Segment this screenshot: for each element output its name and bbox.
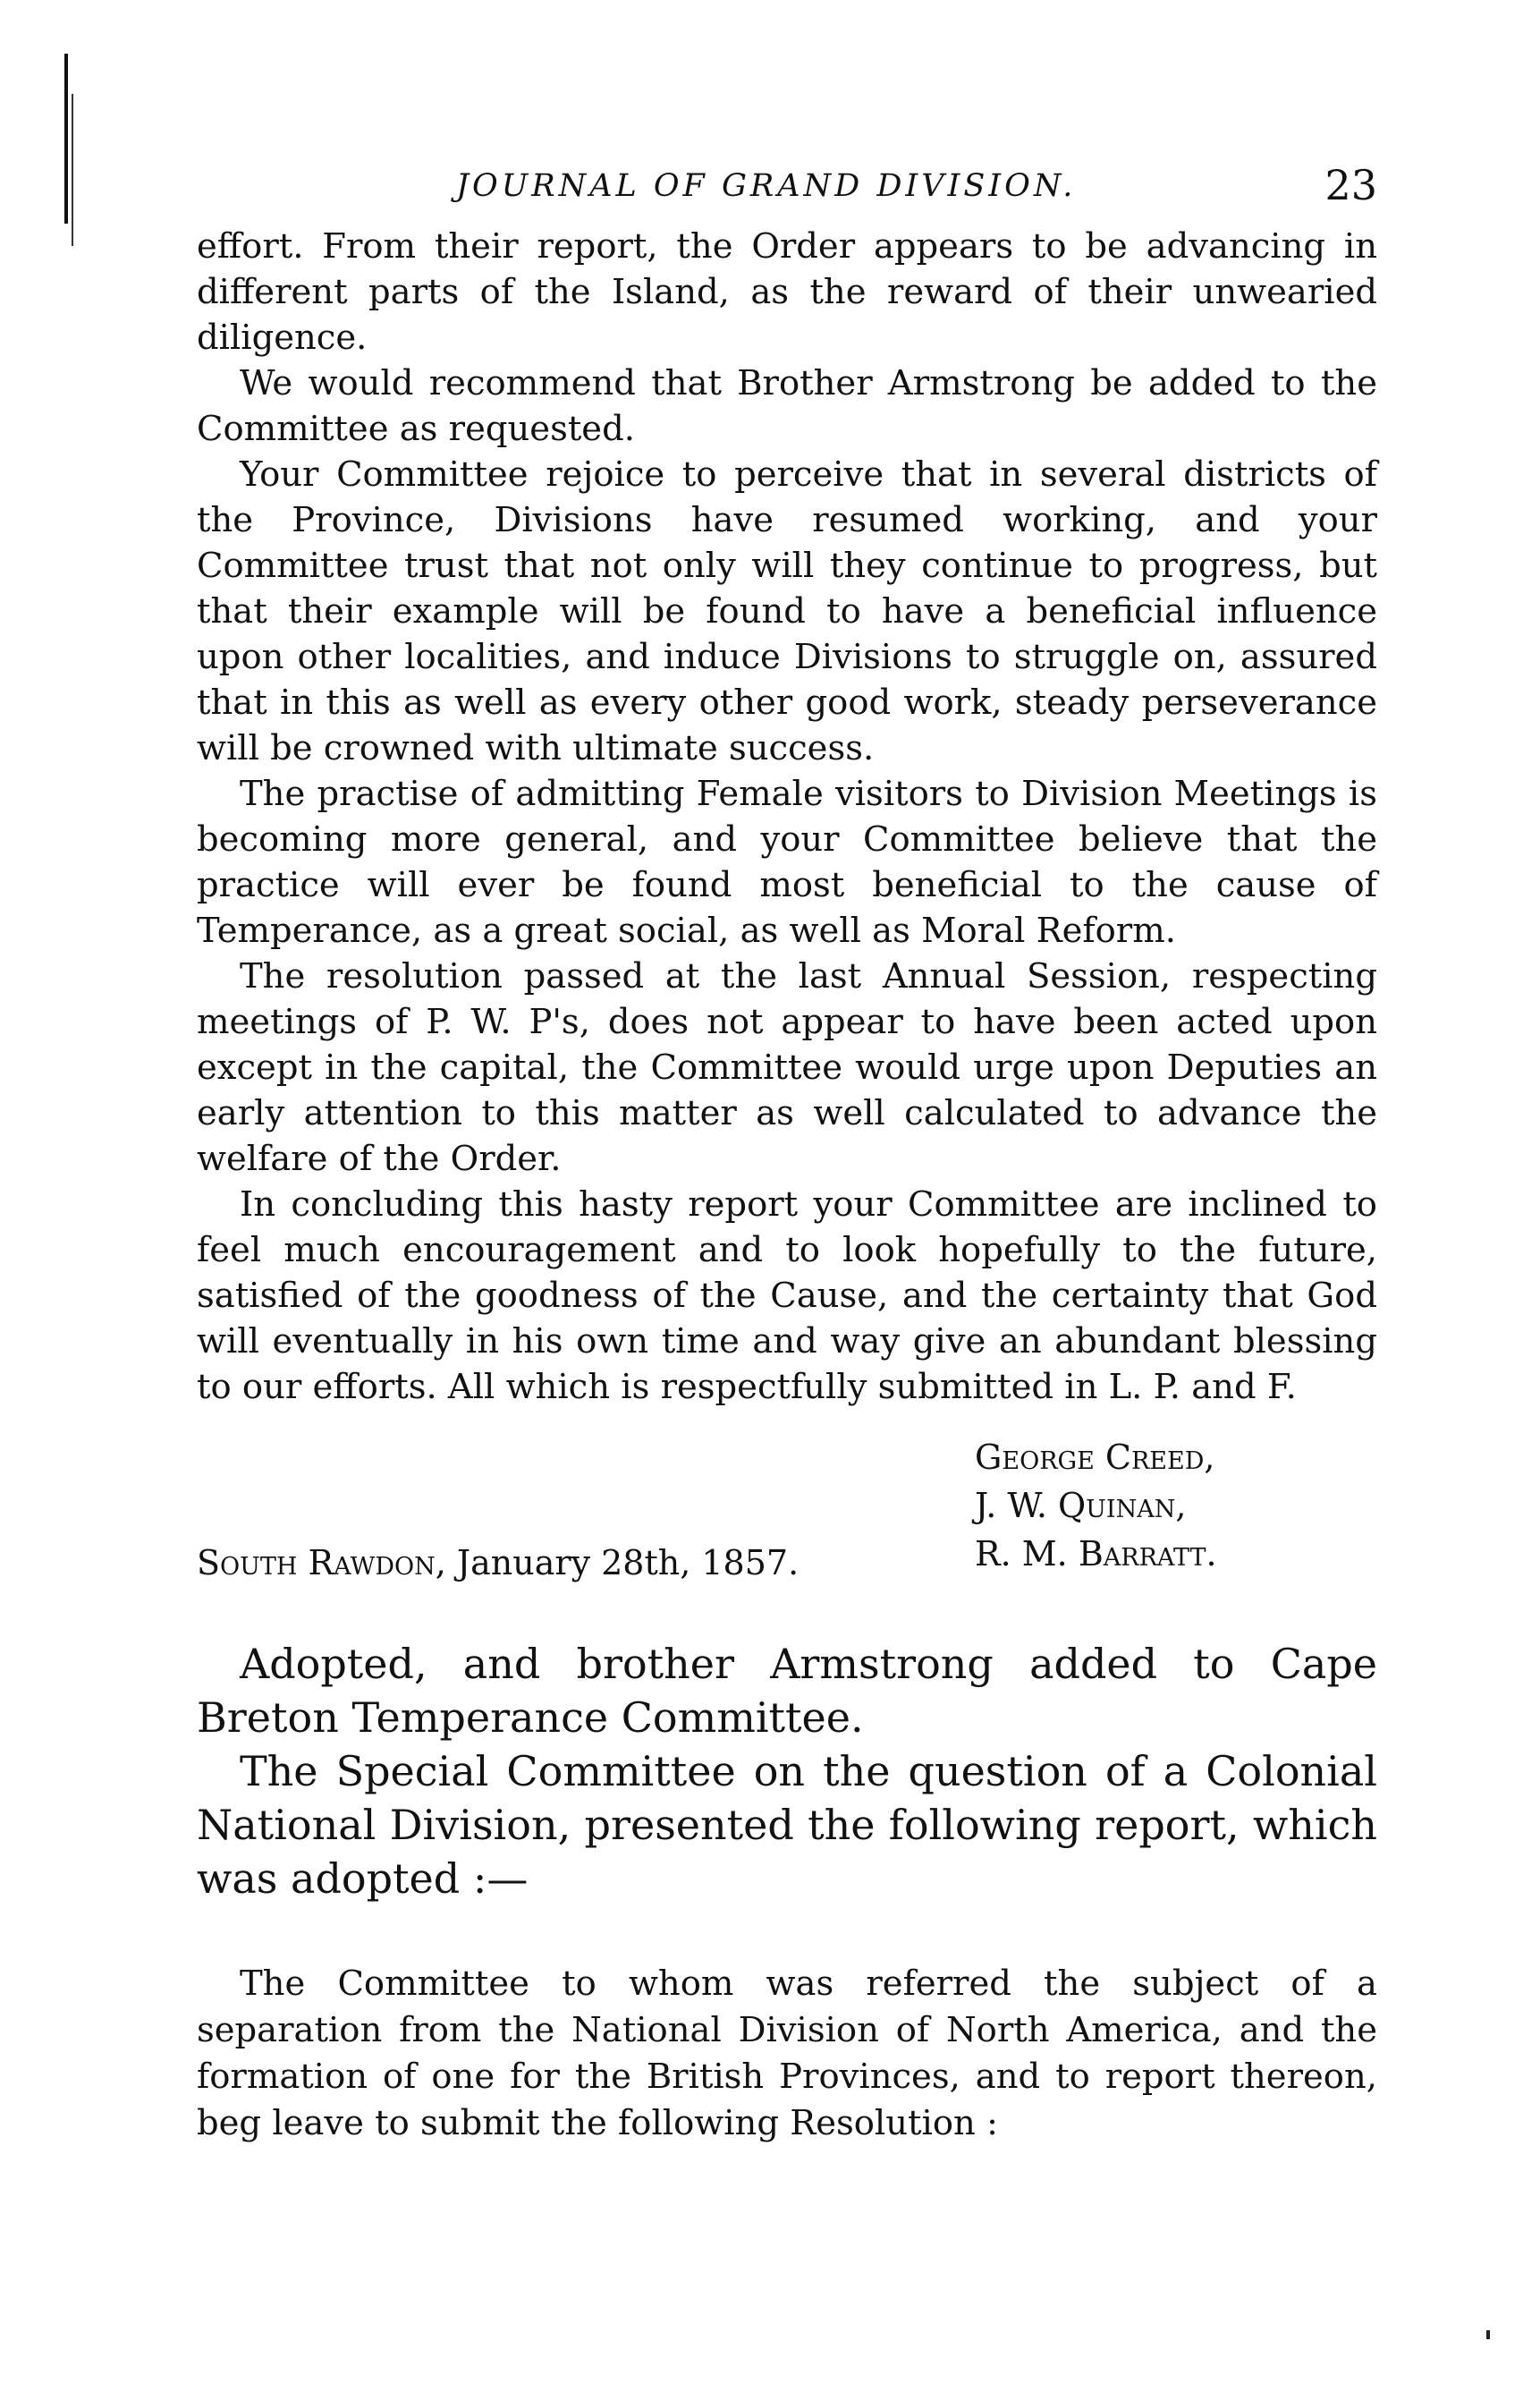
scan-speck xyxy=(1486,2330,1490,2339)
report-paragraph-1: effort. From their report, the Order appears to be advancing in different parts of the Island, as the reward of their unwearied diligence. xyxy=(197,226,1377,358)
report-paragraph-6: In concluding this hasty report your Committee are inclined to feel much encouragement and to look hopefully to the future, satisfied of the goodness of the Cause, and the certainty that God will eventually in his own time and way give an abundant blessing to our efforts. All which is respectfully submitted in L. P. and F. xyxy=(197,1184,1377,1407)
report-paragraph-2: We would recommend that Brother Armstrong be added to the Committee as requested. xyxy=(197,363,1377,449)
margin-rule xyxy=(64,54,68,224)
committee-paragraph-1: The Committee to whom was referred the subject of a separation from the National Division of North America, and the formation of one for the British Provinces, and to report thereon, beg leave to submit the following Resolution : xyxy=(197,1964,1377,2143)
minutes-section xyxy=(197,1637,1377,1905)
report-paragraph-5: The resolution passed at the last Annual Session, respecting meetings of P. W. P's, does not appear to have been acted upon except in the capital, the Committee would urge upon Deputies an early attention to this matter as well calculated to advance the welfare of the Order. xyxy=(197,956,1377,1179)
report-body xyxy=(197,224,1377,1410)
signatory-2: J. W. Quinan, xyxy=(975,1486,1187,1525)
report-paragraph-3: Your Committee rejoice to perceive that in several districts of the Province, Divisions have resumed working, and your Committee trust that not only will they continue to progress, but that their example will be found to have a beneficial influence upon other localities, and induce Divisions to struggle on, assured that in this as well as every other good work, steady perseverance will be crowned with ultimate success. xyxy=(197,454,1377,768)
running-head xyxy=(197,161,1377,224)
report-paragraph-4: The practise of admitting Female visitors to Division Meetings is becoming more general, and your Committee believe that the practice will ever be found most beneficial to the cause of Temperance, as a great social, as well as Moral Reform. xyxy=(197,774,1377,951)
date: January 28th, 1857. xyxy=(456,1543,800,1582)
place-date-line xyxy=(197,1539,799,1587)
signatory-3: R. M. Barratt. xyxy=(975,1534,1217,1573)
minutes-paragraph-2: The Special Committee on the question of a Colonial National Division, presented the following report, which was adopted :— xyxy=(197,1747,1377,1903)
signature-block xyxy=(197,1433,1377,1585)
signatory-1: George Creed, xyxy=(975,1438,1215,1477)
committee-report xyxy=(197,1961,1377,2147)
minutes-paragraph-1: Adopted, and brother Armstrong added to Cape Breton Temperance Committee. xyxy=(197,1640,1377,1742)
margin-rule-thin xyxy=(72,94,73,246)
page xyxy=(197,161,1377,2147)
page-number: 23 xyxy=(1324,161,1377,209)
signatory-names xyxy=(975,1433,1217,1578)
place: South Rawdon, xyxy=(197,1543,446,1582)
running-title: JOURNAL OF GRAND DIVISION. xyxy=(456,168,1077,204)
